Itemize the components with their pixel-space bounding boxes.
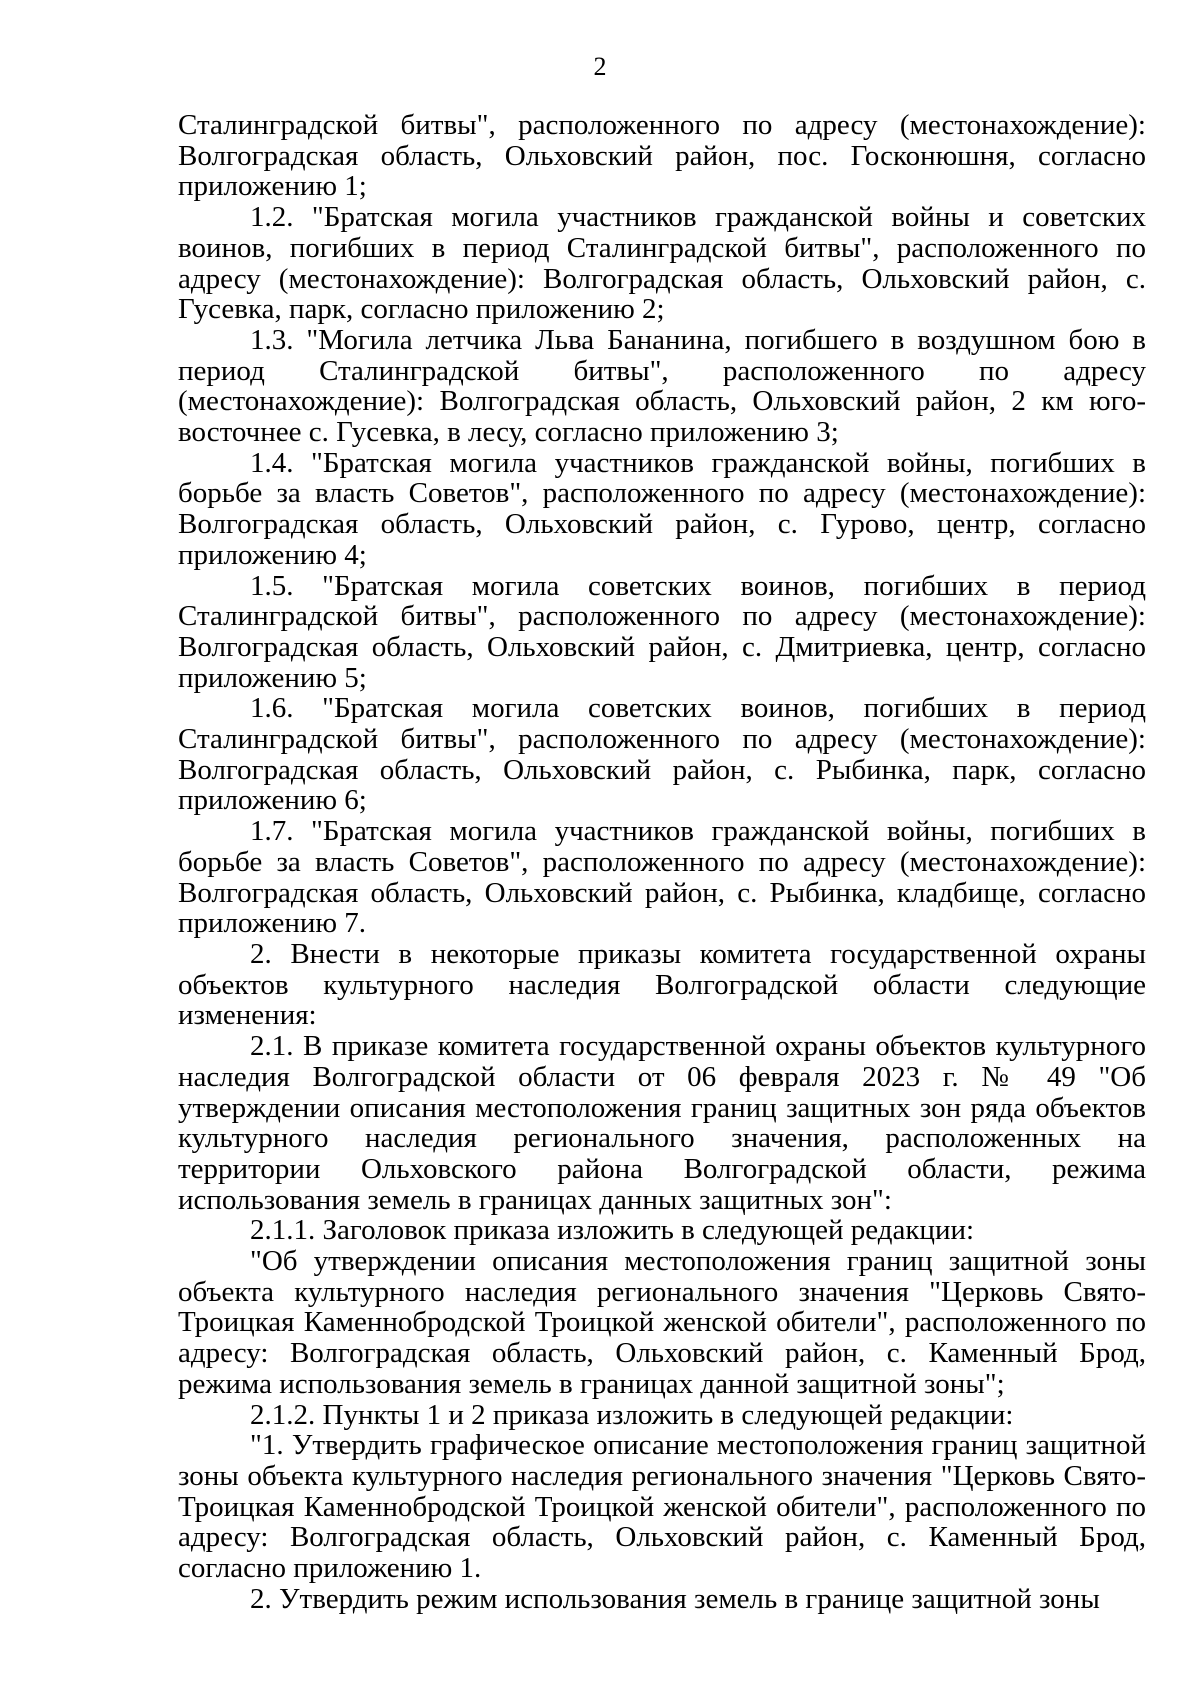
paragraph-new-title: "Об утверждении описания местоположения границ защитной зоны объекта культурного наследия регионального значения "Церковь Свято-Троицкая Каменнобродской Троицкой женской обители", расположенного по адресу: Волгоградская область, Ольховский район, с. Каменный Брод, режима использования земель в границах данной защитной зоны";: [178, 1245, 1146, 1400]
page-number: 2: [593, 52, 607, 81]
paragraph-item-2-1-1: 2.1.1. Заголовок приказа изложить в следующей редакции:: [250, 1214, 975, 1247]
document-body: [178, 110, 1146, 1614]
paragraph-quoted-point-2: 2. Утвердить режим использования земель в границе защитной зоны: [250, 1582, 1100, 1615]
paragraph-item-1-4: 1.4. "Братская могила участников гражданской войны, погибших в борьбе за власть Советов", расположенного по адресу (местонахождение): Волгоградская область, Ольховский район, с. Гурово, центр, согласно приложению 4;: [178, 446, 1146, 571]
paragraph-item-2: 2. Внести в некоторые приказы комитета государственной охраны объектов культурного наследия Волгоградской области следующие изменения:: [178, 937, 1146, 1032]
paragraph-item-1-2: 1.2. "Братская могила участников гражданской войны и советских воинов, погибших в период Сталинградской битвы", расположенного по адресу (местонахождение): Волгоградская область, Ольховский район, с. Гусевка, парк, согласно приложению 2;: [178, 201, 1146, 326]
paragraph-item-1-7: 1.7. "Братская могила участников гражданской войны, погибших в борьбе за власть Советов", расположенного по адресу (местонахождение): Волгоградская область, Ольховский район, с. Рыбинка, кладбище, согласно приложению 7.: [178, 815, 1146, 940]
paragraph-item-2-1-2: 2.1.2. Пункты 1 и 2 приказа изложить в следующей редакции:: [250, 1398, 1014, 1431]
paragraph-quoted-point-1: "1. Утвердить графическое описание местоположения границ защитной зоны объекта культурного наследия регионального значения "Церковь Свято-Троицкая Каменнобродской Троицкой женской обители", расположенного по адресу: Волгоградская область, Ольховский район, с. Каменный Брод, согласно приложению 1.: [178, 1429, 1146, 1585]
paragraph-item-1-5: 1.5. "Братская могила советских воинов, погибших в период Сталинградской битвы", расположенного по адресу (местонахождение): Волгоградская область, Ольховский район, с. Дмитриевка, центр, согласно приложению 5;: [178, 569, 1146, 694]
paragraph-item-2-1: 2.1. В приказе комитета государственной охраны объектов культурного наследия Волгоградской области от 06 февраля 2023 г. № 49 "Об утверждении описания местоположения границ защитных зон ряда объектов культурного наследия регионального значения, расположенных на территории Ольховского района Волгоградской области, режима использования земель в границах данных защитных зон":: [178, 1030, 1146, 1216]
paragraph-item-1-6: 1.6. "Братская могила советских воинов, погибших в период Сталинградской битвы", расположенного по адресу (местонахождение): Волгоградская область, Ольховский район, с. Рыбинка, парк, согласно приложению 6;: [178, 692, 1146, 817]
paragraph-continuation: Сталинградской битвы", расположенного по адресу (местонахождение): Волгоградская область, Ольховский район, пос. Госконюшня, согласно приложению 1;: [178, 109, 1146, 203]
paragraph-item-1-3: 1.3. "Могила летчика Льва Бананина, погибшего в воздушном бою в период Сталинградской битвы", расположенного по адресу (местонахождение): Волгоградская область, Ольховский район, 2 км юго-восточнее с. Гусевка, в лесу, согласно приложению 3;: [178, 323, 1146, 449]
